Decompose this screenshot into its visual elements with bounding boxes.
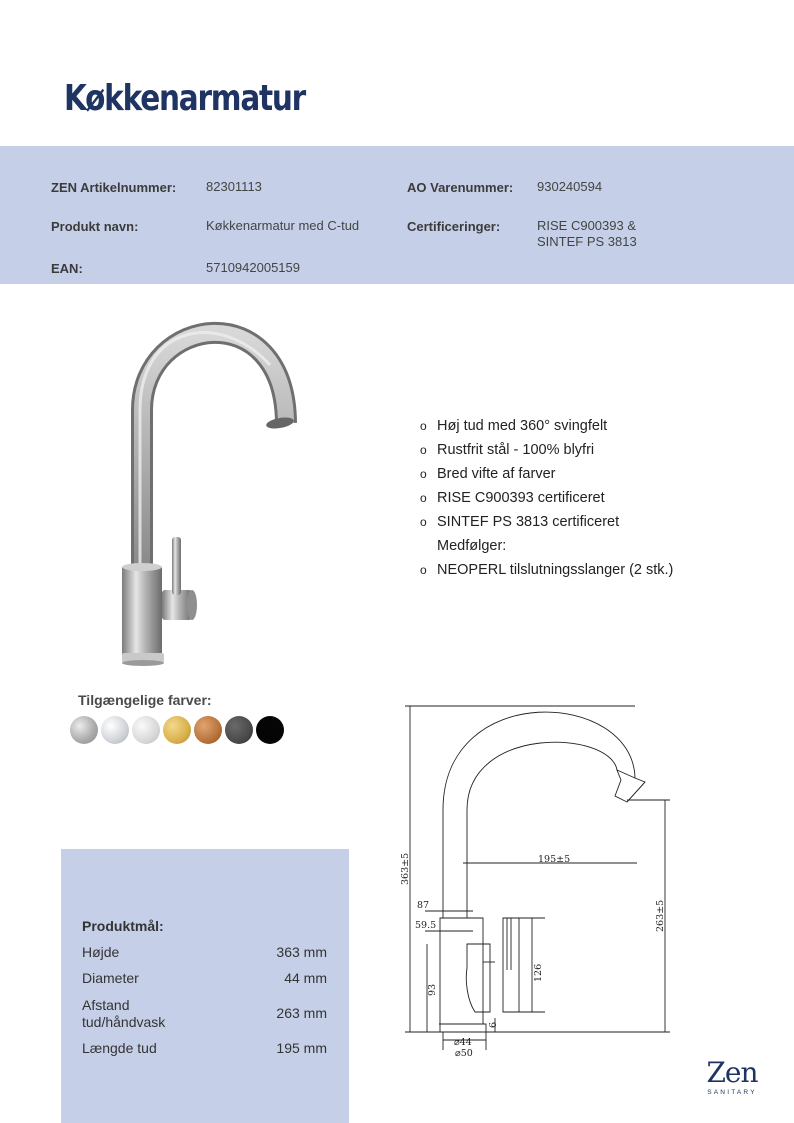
zen-article-value: 82301113	[206, 179, 262, 194]
ean-label: EAN:	[51, 261, 83, 276]
color-swatch-chrome	[101, 716, 129, 744]
feature-item: o Høj tud med 360° svingfelt	[420, 414, 673, 438]
certifications-label: Certificeringer:	[407, 219, 501, 234]
feature-item: o RISE C900393 certificeret	[420, 486, 673, 510]
dim-diameter-44: ⌀44	[454, 1037, 472, 1048]
dim-spout-height: 263±5	[655, 899, 666, 932]
product-info-band	[0, 146, 794, 284]
technical-drawing	[395, 700, 685, 1060]
dim-93: 93	[427, 983, 438, 996]
ao-number-label: AO Varenummer:	[407, 180, 514, 195]
ao-number-value: 930240594	[537, 179, 603, 194]
bullet-icon: o	[420, 515, 427, 529]
feature-list	[420, 414, 673, 582]
faucet-product-image	[100, 305, 340, 675]
zen-sanitary-logo: Zen SANITARY	[706, 1056, 758, 1096]
product-name-value: Køkkenarmatur med C-tud	[206, 218, 360, 233]
ean-value: 5710942005159	[206, 260, 300, 275]
dimensions-title: Produktmål:	[82, 918, 164, 934]
feature-item: o NEOPERL tilslutningsslanger (2 stk.)	[420, 558, 673, 582]
bullet-icon: o	[420, 467, 427, 481]
feature-item: o SINTEF PS 3813 certificeret	[420, 510, 673, 534]
dim-diameter-50: ⌀50	[455, 1048, 473, 1059]
available-colors-title: Tilgængelige farver:	[78, 692, 212, 708]
color-swatch-white	[132, 716, 160, 744]
bullet-icon: o	[420, 419, 427, 433]
dim-126: 126	[533, 963, 544, 982]
color-swatch-copper	[194, 716, 222, 744]
page-title: Køkkenarmatur	[64, 78, 306, 119]
feature-item: o Bred vifte af farver	[420, 462, 673, 486]
dim-87: 87	[417, 900, 430, 911]
bullet-icon: o	[420, 443, 427, 457]
dim-spout-length: 195±5	[538, 854, 571, 865]
product-name-label: Produkt navn:	[51, 219, 139, 234]
feature-subheading: Medfølger:	[437, 538, 507, 554]
color-swatch-graphite	[225, 716, 253, 744]
feature-item: o Rustfrit stål - 100% blyfri	[420, 438, 673, 462]
color-swatches	[70, 716, 284, 744]
zen-article-label: ZEN Artikelnummer:	[51, 180, 177, 195]
product-dimensions-box: Produktmål: Højde 363 mm Diameter 44 mm Afstand tud/håndvask 263 mm Længde tud 195 mm	[61, 849, 349, 1123]
dim-6: 6	[488, 1021, 499, 1028]
bullet-icon: o	[420, 563, 427, 577]
color-swatch-brushed-steel	[70, 716, 98, 744]
certifications-line-1: RISE C900393 &	[537, 218, 637, 233]
dim-59-5: 59.5	[415, 920, 437, 931]
color-swatch-black	[256, 716, 284, 744]
certifications-line-2: SINTEF PS 3813	[537, 234, 637, 249]
bullet-icon: o	[420, 491, 427, 505]
color-swatch-gold	[163, 716, 191, 744]
dim-total-height: 363±5	[400, 852, 411, 885]
